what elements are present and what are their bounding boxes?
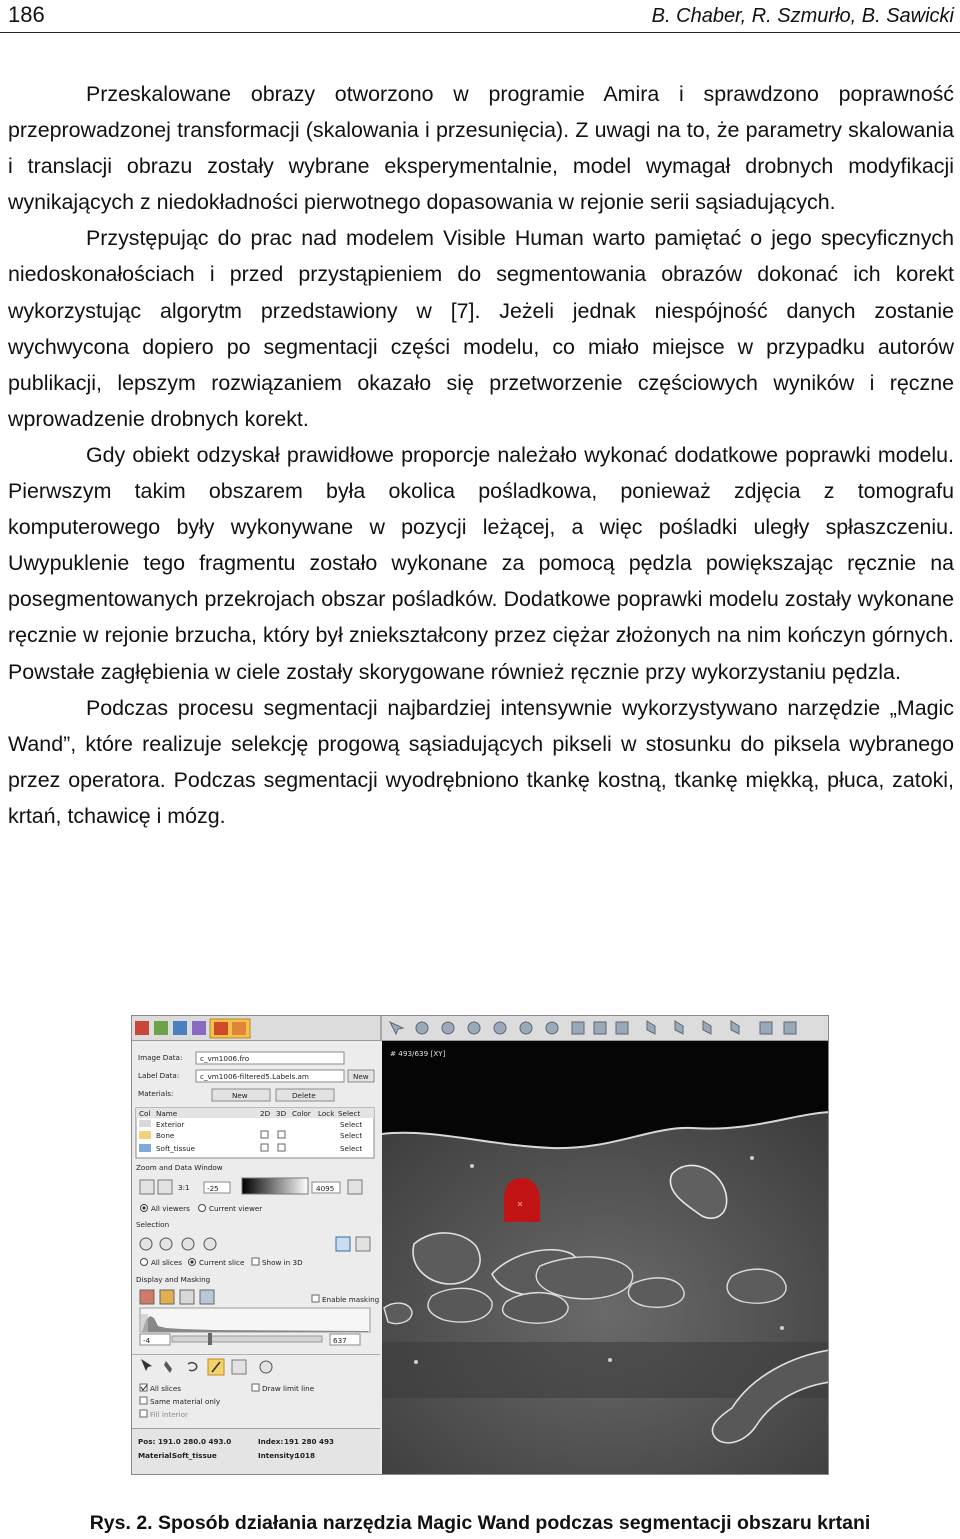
data-max-value: 4095	[316, 1184, 335, 1193]
current-slice-label: Current slice	[199, 1258, 245, 1267]
display-section-label: Display and Masking	[136, 1275, 211, 1284]
material-color-swatch	[139, 1120, 151, 1127]
fill-interior-checkbox[interactable]	[140, 1410, 147, 1417]
ct-slice-image	[382, 1112, 829, 1475]
add-icon[interactable]	[182, 1238, 194, 1250]
authors: B. Chaber, R. Szmurło, B. Sawicki	[651, 5, 954, 27]
toolbar-icon[interactable]	[192, 1021, 206, 1035]
label-data-label: Label Data:	[138, 1071, 180, 1080]
zoom-icon[interactable]	[468, 1022, 480, 1034]
paragraph-1: Przeskalowane obrazy otworzono w programie Amira i sprawdzono poprawność przeprowadzonej transformacji (skalowania i przesunięcia). Z uwagi na to, że parametry skalowania i translacji obrazu zostały wybrane eksperymentalnie, model wymagał drobnych modyfikacji wynikających z niedokładności pierwotnego dopasowania w rejonie serii sąsiadujących.	[8, 82, 954, 215]
zoom-section-label: Zoom and Data Window	[136, 1163, 223, 1172]
data-window-slider[interactable]	[242, 1178, 308, 1194]
zoom-in-icon[interactable]	[140, 1180, 154, 1194]
radio-all-slices[interactable]	[141, 1259, 148, 1266]
enable-masking-label: Enable masking	[322, 1295, 380, 1304]
toolbar-icon[interactable]	[154, 1021, 168, 1035]
material-name: Soft_tissue	[156, 1144, 196, 1153]
col-header: 3D	[276, 1109, 287, 1118]
select-link: Select	[340, 1144, 363, 1153]
figure-caption: Rys. 2. Sposób działania narzędzia Magic Wand podczas segmentacji obszaru krtani	[89, 1512, 871, 1534]
segmentation-icon	[232, 1022, 246, 1035]
material-color-swatch	[139, 1131, 151, 1139]
radio-current-viewer[interactable]	[199, 1205, 206, 1212]
image-data-label: Image Data:	[138, 1053, 183, 1062]
checkbox-2d[interactable]	[261, 1131, 268, 1138]
current-viewer-label: Current viewer	[209, 1204, 263, 1213]
col-header: Lock	[318, 1109, 335, 1118]
col-header: Select	[338, 1109, 361, 1118]
checkbox-3d[interactable]	[278, 1131, 285, 1138]
wand-selection	[504, 1178, 540, 1222]
view-icon[interactable]	[494, 1022, 506, 1034]
image-data-value: c_vm1006.fro	[200, 1054, 250, 1063]
selection-section-label: Selection	[136, 1220, 170, 1229]
col-header: Name	[156, 1109, 178, 1118]
paragraph-3: Gdy obiekt odzyskał prawidłowe proporcje należało wykonać dodatkowe poprawki modelu. Pierwszym takim obszarem była okolica pośladkowa, ponieważ zdjęcia z tomografu komputerowego były wykonywane w pozycji leżącej, a więc pośladki uległy spłaszczeniu. Uwypuklenie tego fragmentu zostało wykonane za pomocą pędzla powiększając ręcznie na posegmentowanych przekrojach obszar pośladków. Dodatkowe poprawki modelu zostały wykonane ręcznie w rejonie brzucha, który był zniekształcony przez ciężar złożonych na nim kończyn górnych. Powstałe zagłębienia w ciele zostały skorygowane również ręcznie przy wykorzystaniu pędzla.	[8, 442, 954, 684]
data-min-value: -25	[207, 1184, 219, 1193]
show-3d-checkbox[interactable]	[252, 1258, 259, 1265]
show-3d-label: Show in 3D	[262, 1258, 303, 1267]
checkbox-2d[interactable]	[261, 1144, 268, 1151]
figure-amira-screenshot	[131, 1015, 829, 1475]
paragraph-2: Przystępując do prac nad modelem Visible Human warto pamiętać o jego specyficznych niedoskonałościach i przed przystąpieniem do segmentowania obrazów dokonać ich korekt wykorzystując algorytm przedstawiony w [7]. Jeżeli jednak niespójność danych zostanie wychwycona dopiero po segmentacji części modelu, co miało miejsce w przypadku autorów publikacji, lepszym rozwiązaniem okazało się przetworzenie częściowych wyników i ręczne wprowadzenie drobnych korekt.	[8, 226, 954, 431]
material-status-value: Soft_tissue	[172, 1451, 217, 1460]
camera-icon[interactable]	[760, 1022, 772, 1034]
label-data-value: c_vm1006-filtered5.Labels.am	[200, 1072, 309, 1081]
material-status-label: Material:	[138, 1451, 175, 1460]
pan-icon[interactable]	[442, 1022, 454, 1034]
display-icon[interactable]	[180, 1290, 194, 1304]
delete-material-text: Delete	[292, 1091, 316, 1100]
col-header: Color	[292, 1109, 311, 1118]
all-viewers-label: All viewers	[151, 1204, 190, 1213]
pos-value: 191.0 280.0 493.0	[158, 1437, 232, 1446]
display-icon[interactable]	[160, 1290, 174, 1304]
checkbox-3d[interactable]	[278, 1144, 285, 1151]
running-header	[0, 0, 960, 33]
mask-max-value: 637	[333, 1336, 347, 1345]
same-material-checkbox[interactable]	[140, 1397, 147, 1404]
paragraph-4: Podczas procesu segmentacji najbardziej intensywnie wykorzystywano narzędzie „Magic Wand”, które realizuje selekcję progową sąsiadujących pikseli w stosunku do piksela wybranego przez operatora. Podczas segmentacji wyodrębniono tkankę kostną, tkankę miękką, płuca, zatoki, krtań, tchawicę i mózg.	[8, 695, 954, 828]
intensity-label: Intensity:	[258, 1451, 297, 1460]
index-value: 191 280 493	[284, 1437, 335, 1446]
view-icon[interactable]	[520, 1022, 532, 1034]
subtract-icon[interactable]	[204, 1238, 216, 1250]
segmentation-icon	[214, 1022, 228, 1035]
material-color-swatch	[139, 1144, 151, 1152]
toolbar-icon[interactable]	[173, 1021, 187, 1035]
same-material-label: Same material only	[150, 1397, 221, 1406]
new-label-text: New	[353, 1072, 369, 1081]
seek-icon[interactable]	[546, 1022, 558, 1034]
data-window-icon[interactable]	[348, 1180, 362, 1194]
mask-range-slider[interactable]	[172, 1336, 322, 1342]
clear-selection-icon[interactable]	[140, 1238, 152, 1250]
pos-label: Pos:	[138, 1437, 156, 1446]
fill-icon[interactable]	[160, 1238, 172, 1250]
body-text	[8, 76, 954, 834]
perspective-icon[interactable]	[784, 1022, 796, 1034]
enable-masking-checkbox[interactable]	[312, 1295, 319, 1302]
material-name: Exterior	[156, 1120, 185, 1129]
fill-interior-label: Fill interior	[150, 1410, 188, 1419]
zoom-value: 3:1	[178, 1183, 190, 1192]
home-icon[interactable]	[572, 1022, 584, 1034]
layout-icon[interactable]	[616, 1022, 628, 1034]
slice-label: # 493/639 [XY]	[390, 1049, 446, 1058]
mask-min-value: -4	[143, 1336, 151, 1345]
histogram[interactable]	[140, 1308, 370, 1332]
zoom-out-icon[interactable]	[158, 1180, 172, 1194]
expand-icon[interactable]	[356, 1237, 370, 1251]
layout-icon[interactable]	[594, 1022, 606, 1034]
rotate-icon[interactable]	[416, 1022, 428, 1034]
page-number: 186	[8, 2, 45, 27]
select-link: Select	[340, 1120, 363, 1129]
all-slices-label: All slices	[151, 1258, 183, 1267]
new-material-text: New	[232, 1091, 248, 1100]
material-name: Bone	[156, 1131, 175, 1140]
intensity-value: 1018	[295, 1451, 316, 1460]
draw-limit-line-label: Draw limit line	[262, 1384, 315, 1393]
all-slices-2-label: All slices	[150, 1384, 182, 1393]
cross-icon[interactable]	[336, 1237, 350, 1251]
propagate-tool-icon[interactable]	[232, 1360, 246, 1374]
col-header: Col	[139, 1109, 151, 1118]
display-icon[interactable]	[200, 1290, 214, 1304]
draw-limit-line-checkbox[interactable]	[252, 1384, 259, 1391]
col-header: 2D	[260, 1109, 271, 1118]
materials-label: Materials:	[138, 1089, 174, 1098]
index-label: Index:	[258, 1437, 284, 1446]
toolbar-icon[interactable]	[135, 1021, 149, 1035]
display-icon[interactable]	[140, 1290, 154, 1304]
select-link: Select	[340, 1131, 363, 1140]
blow-tool-icon[interactable]	[260, 1361, 272, 1373]
